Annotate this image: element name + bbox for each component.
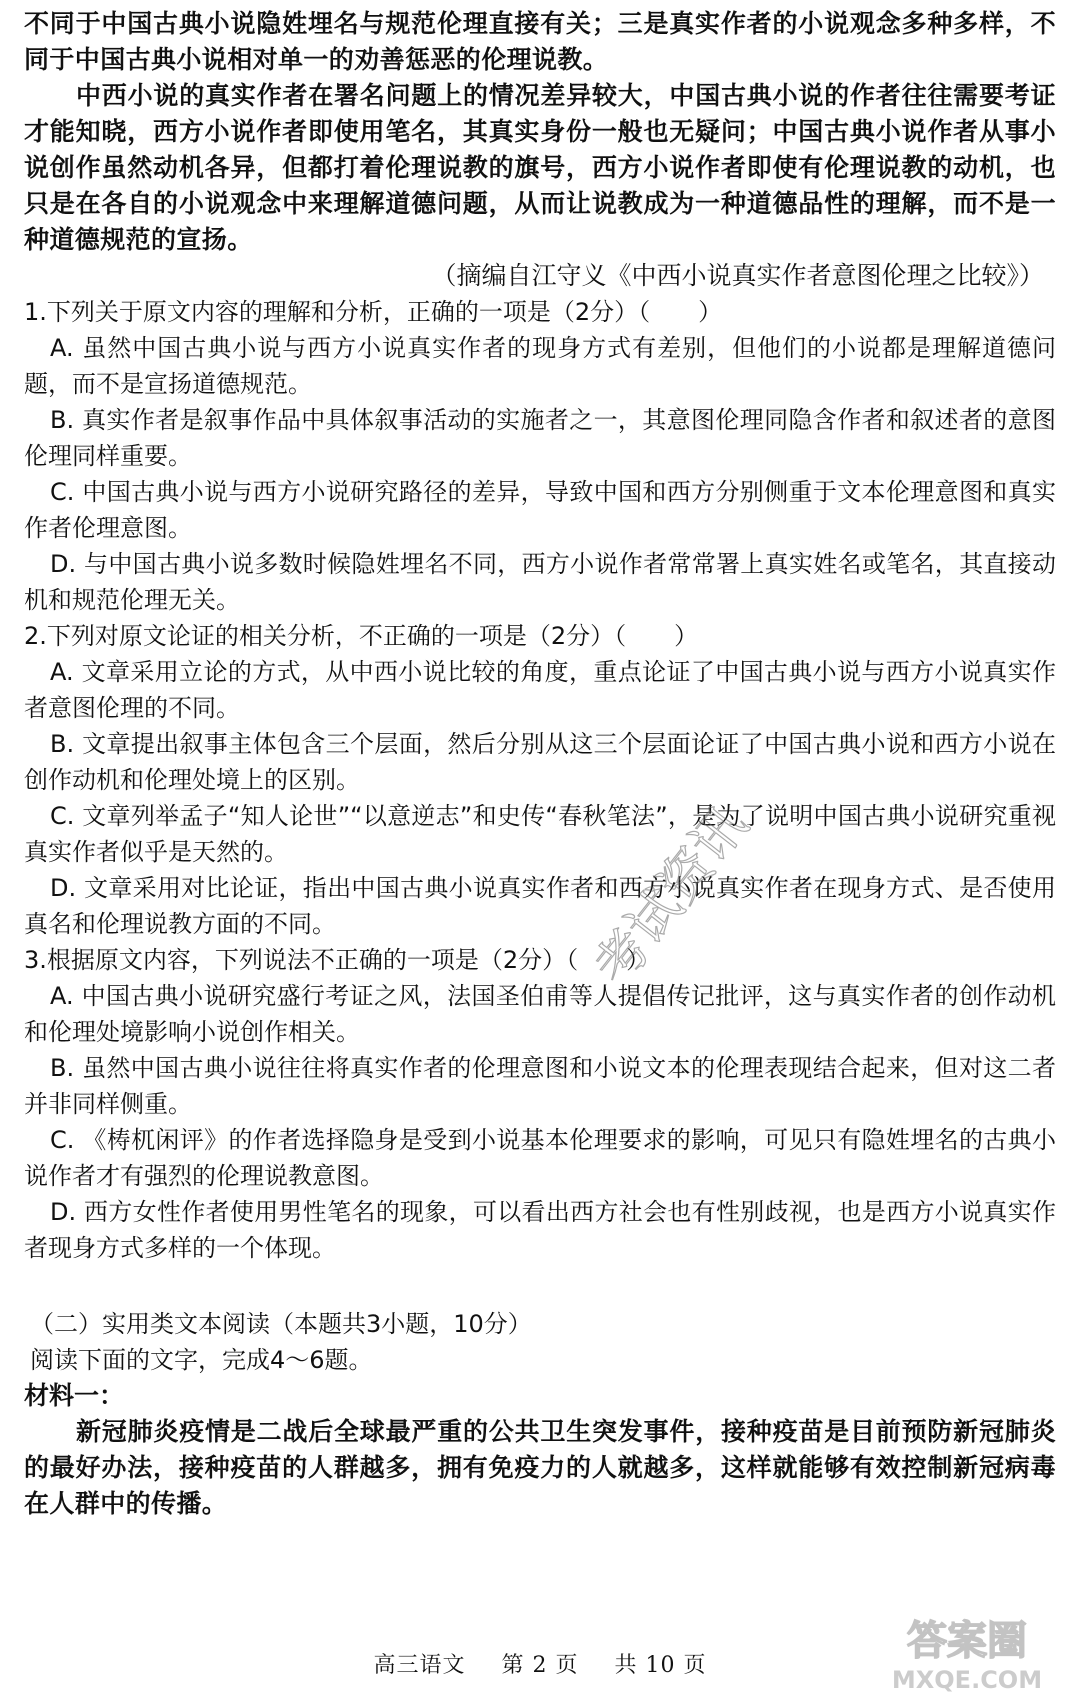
passage-paragraph-2: 中西小说的真实作者在署名问题上的情况差异较大，中国古典小说的作者往往需要考证才能知晓，西方小说作者即使用笔名，其真实身份一般也无疑问；中国古典小说作者从事小说创作虽然动机各异，但都打着伦理说教的旗号，西方小说作者即使有伦理说教的动机，也只是在各自的小说观念中来理解道德问题，从而让说教成为一种道德品性的理解，而不是一种道德规范的宣扬。 — [24, 81, 1056, 254]
question-1 — [24, 294, 1056, 618]
section-gap — [24, 1266, 1056, 1306]
section-heading: （二）实用类文本阅读（本题共3小题，10分） — [30, 1310, 532, 1338]
watermark-text: 考试资讯 — [583, 795, 759, 997]
question-option: A. 中国古典小说研究盛行考证之风，法国圣伯甫等人提倡传记批评，这与真实作者的创作动机和伦理处境影响小说创作相关。 — [24, 982, 1056, 1046]
section-instruction: 阅读下面的文字，完成4～6题。 — [30, 1346, 373, 1374]
question-option: C. 文章列举孟子“知人论世”“以意逆志”和史传“春秋笔法”，是为了说明中国古典小说研究重视真实作者似乎是天然的。 — [24, 802, 1056, 866]
question-option: D. 与中国古典小说多数时候隐姓埋名不同，西方小说作者常常署上真实姓名或笔名，其直接动机和规范伦理无关。 — [24, 550, 1056, 614]
question-option: C. 《梼杌闲评》的作者选择隐身是受到小说基本伦理要求的影响，可见只有隐姓埋名的古典小说作者才有强烈的伦理说教意图。 — [24, 1126, 1056, 1190]
passage-paragraph-1: 不同于中国古典小说隐姓埋名与规范伦理直接有关；三是真实作者的小说观念多种多样，不同于中国古典小说相对单一的劝善惩恶的伦理说教。 — [24, 9, 1056, 74]
question-option: B. 真实作者是叙事作品中具体叙事活动的实施者之一，其意图伦理同隐含作者和叙述者的意图伦理同样重要。 — [24, 406, 1056, 470]
material-label: 材料一： — [24, 1381, 125, 1410]
footer-page-number: 第 2 页 — [501, 1653, 579, 1678]
question-2 — [24, 618, 1056, 942]
footer-total-pages: 共 10 页 — [614, 1653, 707, 1678]
question-option: A. 文章采用立论的方式，从中西小说比较的角度，重点论证了中国古典小说与西方小说真实作者意图伦理的不同。 — [24, 658, 1056, 722]
logo-line-1: 答案圈 — [907, 1618, 1027, 1664]
footer-subject: 高三语文 — [373, 1653, 466, 1678]
document-page — [24, 6, 1056, 1522]
question-option: D. 文章采用对比论证，指出中国古典小说真实作者和西方小说真实作者在现身方式、是否使用真名和伦理说教方面的不同。 — [24, 874, 1056, 938]
question-stem: 1.下列关于原文内容的理解和分析，正确的一项是（2分）（ ） — [24, 298, 723, 326]
question-3 — [24, 942, 1056, 1266]
question-option: D. 西方女性作者使用男性笔名的现象，可以看出西方社会也有性别歧视，也是西方小说真实作者现身方式多样的一个体现。 — [24, 1198, 1056, 1262]
material-text: 新冠肺炎疫情是二战后全球最严重的公共卫生突发事件，接种疫苗是目前预防新冠肺炎的最好办法，接种疫苗的人群越多，拥有免疫力的人就越多，这样就能够有效控制新冠病毒在人群中的传播。 — [24, 1417, 1056, 1518]
page-footer — [0, 1648, 1080, 1679]
question-stem: 3.根据原文内容，下列说法不正确的一项是（2分）（ ） — [24, 946, 651, 974]
question-option: B. 文章提出叙事主体包含三个层面，然后分别从这三个层面论证了中国古典小说和西方小说在创作动机和伦理处境上的区别。 — [24, 730, 1056, 794]
question-stem: 2.下列对原文论证的相关分析，不正确的一项是（2分）（ ） — [24, 622, 699, 650]
logo-line-2: MXQE.COM — [891, 1666, 1043, 1694]
question-option: C. 中国古典小说与西方小说研究路径的差异，导致中国和西方分别侧重于文本伦理意图和真实作者伦理意图。 — [24, 478, 1056, 542]
passage-source: （摘编自江守义《中西小说真实作者意图伦理之比较》） — [431, 261, 1044, 290]
question-option: A. 虽然中国古典小说与西方小说真实作者的现身方式有差别，但他们的小说都是理解道德问题，而不是宣扬道德规范。 — [24, 334, 1056, 398]
question-option: B. 虽然中国古典小说往往将真实作者的伦理意图和小说文本的伦理表现结合起来，但对这二者并非同样侧重。 — [24, 1054, 1056, 1118]
